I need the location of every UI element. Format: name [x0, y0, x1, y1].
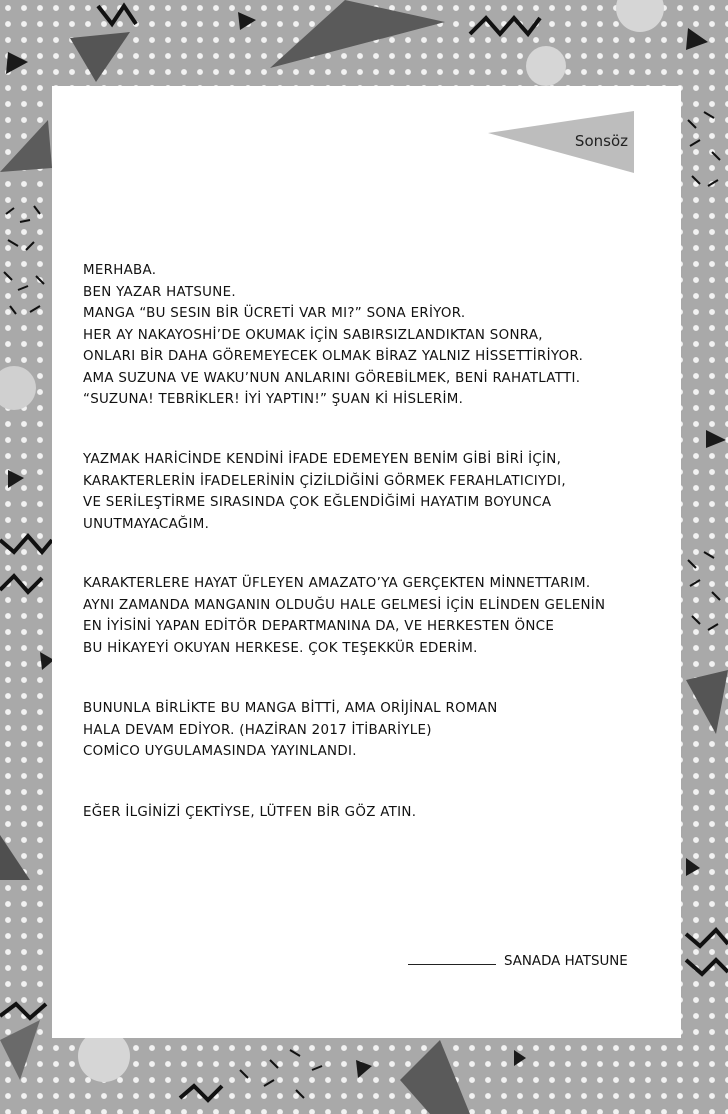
paragraph-closing — [83, 802, 416, 824]
text-line: UNUTMAYACAĞIM. — [83, 516, 210, 532]
small-black-triangle — [706, 430, 726, 448]
small-black-triangle — [6, 52, 28, 74]
author-name: SANADA HATSUNE — [504, 954, 628, 969]
small-black-triangle — [686, 858, 700, 876]
zigzag-shape — [470, 18, 540, 34]
dark-triangle-shape — [0, 835, 30, 880]
dark-triangle-shape — [0, 1020, 40, 1080]
title-tab — [488, 111, 634, 173]
paragraph-thanks — [83, 573, 605, 659]
hatched-circle-shape — [0, 366, 36, 410]
text-line: BU HİKAYEYİ OKUYAN HERKESE. ÇOK TEŞEKKÜR EDERİM. — [83, 640, 478, 656]
small-black-triangle — [686, 28, 708, 50]
text-line: BUNUNLA BİRLİKTE BU MANGA BİTTİ, AMA ORİJİNAL ROMAN — [83, 701, 498, 716]
signature-dash — [408, 964, 496, 965]
text-line: “SUZUNA! TEBRİKLER! İYİ YAPTIN!” ŞUAN Kİ HİSLERİM. — [83, 392, 464, 407]
paragraph-novel — [83, 698, 498, 763]
text-line: MANGA “BU SESIN BİR ÜCRETİ VAR MI?” SONA ERİYOR. — [83, 306, 466, 321]
zigzag-shape — [686, 930, 728, 946]
text-line: ONLARI BİR DAHA GÖREMEYECEK OLMAK BİRAZ YALNIZ HİSSETTİRİYOR. — [83, 349, 584, 364]
text-line: HALA DEVAM EDİYOR. (HAZİRAN 2017 İTİBARİYLE) — [83, 722, 432, 738]
text-line: KARAKTERLERE HAYAT ÜFLEYEN AMAZATO’YA GERÇEKTEN MİNNETTARIM. — [83, 576, 591, 591]
zigzag-shape — [686, 960, 728, 974]
small-black-triangle — [8, 470, 24, 488]
text-line: YAZMAK HARİCİNDE KENDİNİ İFADE EDEMEYEN BENİM GİBİ BİRİ İÇİN, — [83, 452, 562, 467]
dark-triangle-shape — [400, 1040, 470, 1114]
dark-triangle-shape — [270, 0, 445, 68]
text-line: EĞER İLGİNİZİ ÇEKTİYSE, LÜTFEN BİR GÖZ ATIN. — [83, 805, 417, 820]
paragraph-expression — [83, 449, 566, 535]
small-black-triangle — [514, 1050, 526, 1066]
text-line: EN İYİSİNİ YAPAN EDİTÖR DEPARTMANINA DA, VE HERKESTEN ÖNCE — [83, 619, 555, 634]
dark-triangle-shape — [70, 32, 130, 82]
text-line: HER AY NAKAYOSHİ’DE OKUMAK İÇİN SABIRSIZLANDIKTAN SONRA, — [83, 327, 543, 343]
paragraph-greeting — [83, 260, 583, 411]
hatched-circle-shape — [616, 0, 664, 32]
small-black-triangle — [238, 12, 256, 30]
afterword-panel — [52, 86, 681, 1038]
zigzag-shape — [0, 576, 42, 592]
text-line: COMİCO UYGULAMASINDA YAYINLANDI. — [83, 744, 357, 759]
text-line: VE SERİLEŞTİRME SIRASINDA ÇOK EĞLENDİĞİMİ HAYATIM BOYUNCA — [83, 495, 552, 510]
zigzag-shape — [180, 1086, 222, 1100]
zigzag-shape — [98, 6, 136, 24]
dark-triangle-shape — [686, 670, 728, 734]
text-line: AMA SUZUNA VE WAKU’NUN ANLARINI GÖREBİLMEK, BENİ RAHATLATTI. — [83, 370, 581, 386]
hatched-circle-shape — [526, 46, 566, 86]
text-line: KARAKTERLERİN İFADELERİNİN ÇİZİLDİĞİNİ GÖRMEK FERAHLATICIYDI, — [83, 473, 566, 489]
zigzag-shape — [0, 536, 52, 552]
page-title: Sonsöz — [574, 132, 628, 150]
text-line: MERHABA. — [83, 263, 157, 278]
text-line: AYNI ZAMANDA MANGANIN OLDUĞU HALE GELMESİ İÇİN ELİNDEN GELENİN — [83, 597, 606, 613]
small-black-triangle — [356, 1060, 372, 1078]
dark-triangle-shape — [0, 120, 52, 172]
text-line: BEN YAZAR HATSUNE. — [83, 284, 236, 300]
signature — [408, 954, 648, 976]
zigzag-shape — [0, 1004, 46, 1018]
